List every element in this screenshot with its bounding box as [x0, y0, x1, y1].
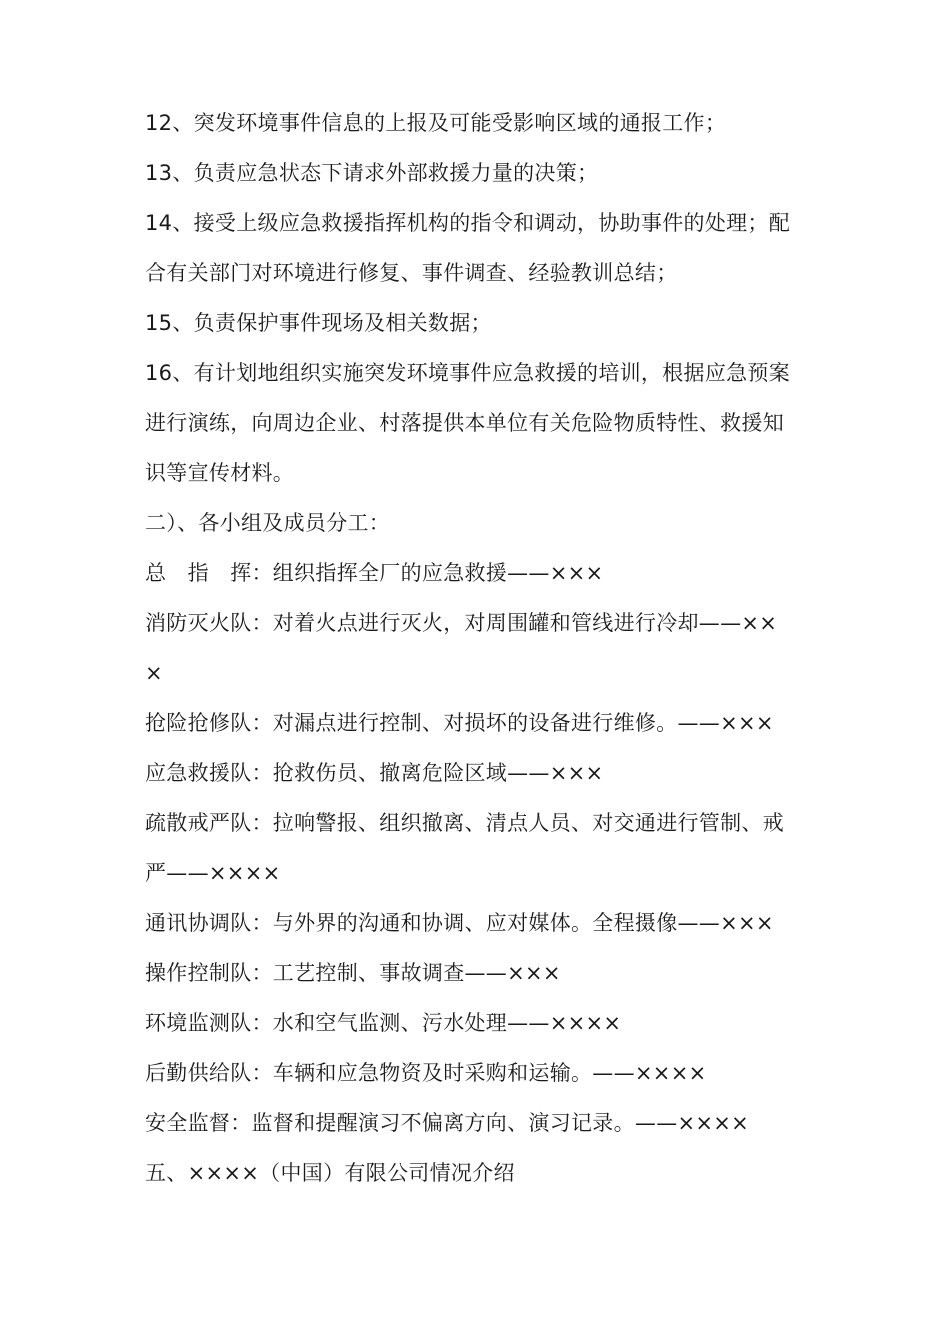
text-line: 13、负责应急状态下请求外部救援力量的决策；	[145, 161, 599, 185]
section-heading: 五、××××（中国）有限公司情况介绍	[145, 1161, 515, 1185]
team-assignment: 后勤供给队：车辆和应急物资及时采购和运输。——××××	[145, 1061, 707, 1085]
section-heading: 二）、各小组及成员分工：	[145, 511, 391, 535]
text-line: 识等宣传材料。	[145, 461, 295, 485]
team-assignment: 总 指 挥：组织指挥全厂的应急救援——×××	[145, 561, 604, 585]
document-body	[145, 98, 817, 1198]
team-assignment: 应急救援队：抢救伤员、撤离危险区域——×××	[145, 761, 604, 785]
team-assignment: 通讯协调队：与外界的沟通和协调、应对媒体。全程摄像——×××	[145, 911, 774, 935]
team-assignment-continued: ×	[145, 661, 163, 685]
team-assignment: 消防灭火队：对着火点进行灭火，对周围罐和管线进行冷却——××	[145, 611, 778, 635]
text-line: 15、负责保护事件现场及相关数据；	[145, 311, 492, 335]
team-assignment: 安全监督：监督和提醒演习不偏离方向、演习记录。——××××	[145, 1111, 750, 1135]
team-assignment: 疏散戒严队：拉响警报、组织撤离、清点人员、对交通进行管制、戒	[145, 811, 784, 835]
team-assignment: 抢险抢修队：对漏点进行控制、对损坏的设备进行维修。——×××	[145, 711, 774, 735]
team-assignment-continued: 严——××××	[145, 861, 281, 885]
text-line: 16、有计划地组织实施突发环境事件应急救援的培训，根据应急预案	[145, 361, 791, 385]
text-line: 合有关部门对环境进行修复、事件调查、经验教训总结；	[145, 261, 678, 285]
text-line: 进行演练，向周边企业、村落提供本单位有关危险物质特性、救援知	[145, 411, 784, 435]
team-assignment: 操作控制队：工艺控制、事故调查——×××	[145, 961, 561, 985]
text-line: 14、接受上级应急救援指挥机构的指令和调动，协助事件的处理；配	[145, 211, 791, 235]
team-assignment: 环境监测队：水和空气监测、污水处理——××××	[145, 1011, 622, 1035]
text-line: 12、突发环境事件信息的上报及可能受影响区域的通报工作；	[145, 111, 727, 135]
